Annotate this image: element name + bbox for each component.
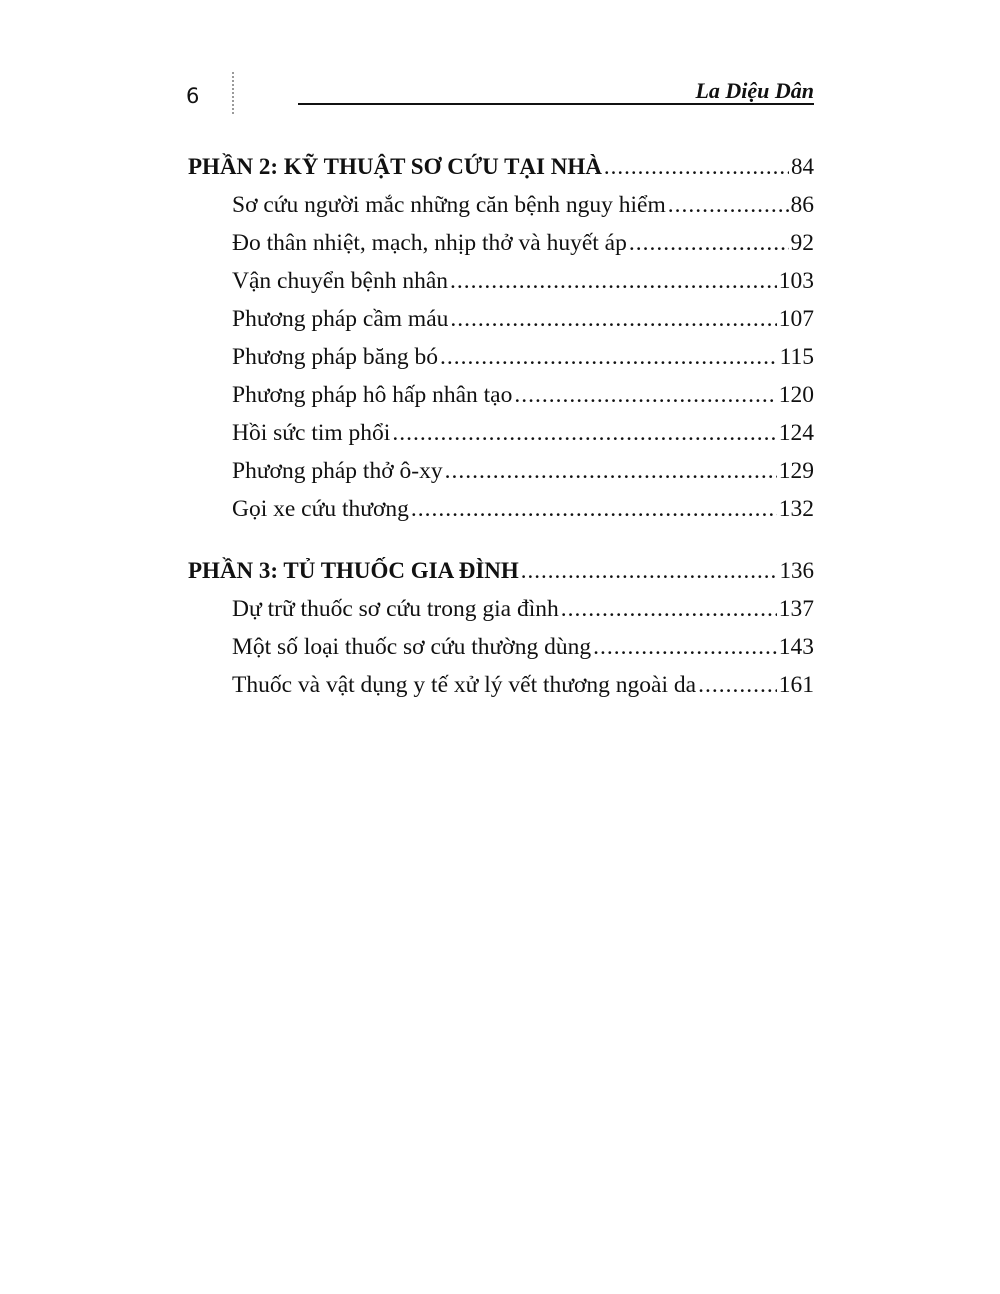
toc-page-number: 86 [790,192,814,218]
toc-entry-title: Sơ cứu người mắc những căn bệnh nguy hiểm [232,192,666,218]
toc-page-number: 161 [778,672,814,698]
toc-page-number: 143 [778,634,814,660]
toc-leader [604,148,789,186]
section-gap [188,528,814,552]
toc-entry[interactable] [188,666,814,704]
toc-entry-title: Hồi sức tim phổi [232,420,391,446]
toc-section-2[interactable] [188,148,814,186]
toc-page-number: 115 [779,344,814,370]
toc-entry-title: Phương pháp cầm máu [232,306,449,332]
toc-leader [629,224,789,262]
author-name: La Diệu Dân [695,78,814,103]
toc-section-title: PHẦN 3: TỦ THUỐC GIA ĐÌNH [188,558,519,583]
toc-entry[interactable] [188,628,814,666]
toc-entry[interactable] [188,300,814,338]
margin-rule [232,72,236,114]
toc-entry-title: Gọi xe cứu thương [232,496,409,522]
toc-leader [440,338,778,376]
toc-entry-title: Dự trữ thuốc sơ cứu trong gia đình [232,596,559,622]
toc-entry[interactable] [188,490,814,528]
toc-entry-title: Phương pháp hô hấp nhân tạo [232,382,513,408]
toc-page-number: 136 [779,558,814,583]
toc-leader [521,552,778,590]
toc-page-number: 120 [778,382,814,408]
toc-entry[interactable] [188,224,814,262]
toc-page-number: 132 [778,496,814,522]
toc-leader [561,590,777,628]
toc-entry-title: Vận chuyển bệnh nhân [232,268,448,294]
toc-entry[interactable] [188,376,814,414]
toc-page-number: 103 [778,268,814,294]
toc-entry-title: Một số loại thuốc sơ cứu thường dùng [232,634,592,660]
toc-entry-title: Đo thân nhiệt, mạch, nhịp thở và huyết áp [232,230,627,256]
toc-page-number: 137 [778,596,814,622]
toc-page-number: 84 [791,154,814,179]
toc-leader [698,666,777,704]
toc-leader [593,628,777,666]
toc-leader [514,376,776,414]
table-of-contents [188,148,814,704]
toc-entry[interactable] [188,590,814,628]
toc-page-number: 124 [778,420,814,446]
toc-leader [668,186,789,224]
toc-leader [450,300,776,338]
toc-entry[interactable] [188,186,814,224]
toc-leader [411,490,777,528]
toc-leader [445,452,777,490]
toc-entry[interactable] [188,338,814,376]
toc-entry[interactable] [188,414,814,452]
toc-section-title: PHẦN 2: KỸ THUẬT SƠ CỨU TẠI NHÀ [188,154,602,179]
toc-leader [392,414,776,452]
toc-entry[interactable] [188,262,814,300]
toc-page-number: 92 [790,230,814,256]
toc-leader [450,262,777,300]
toc-page-number: 129 [778,458,814,484]
toc-entry-title: Phương pháp băng bó [232,344,438,370]
toc-entry[interactable] [188,452,814,490]
page-number: 6 [186,84,200,108]
toc-entry-title: Thuốc và vật dụng y tế xử lý vết thương ngoài da [232,672,697,698]
toc-entry-title: Phương pháp thở ô-xy [232,458,443,484]
toc-page-number: 107 [778,306,814,332]
toc-section-3[interactable] [188,552,814,590]
